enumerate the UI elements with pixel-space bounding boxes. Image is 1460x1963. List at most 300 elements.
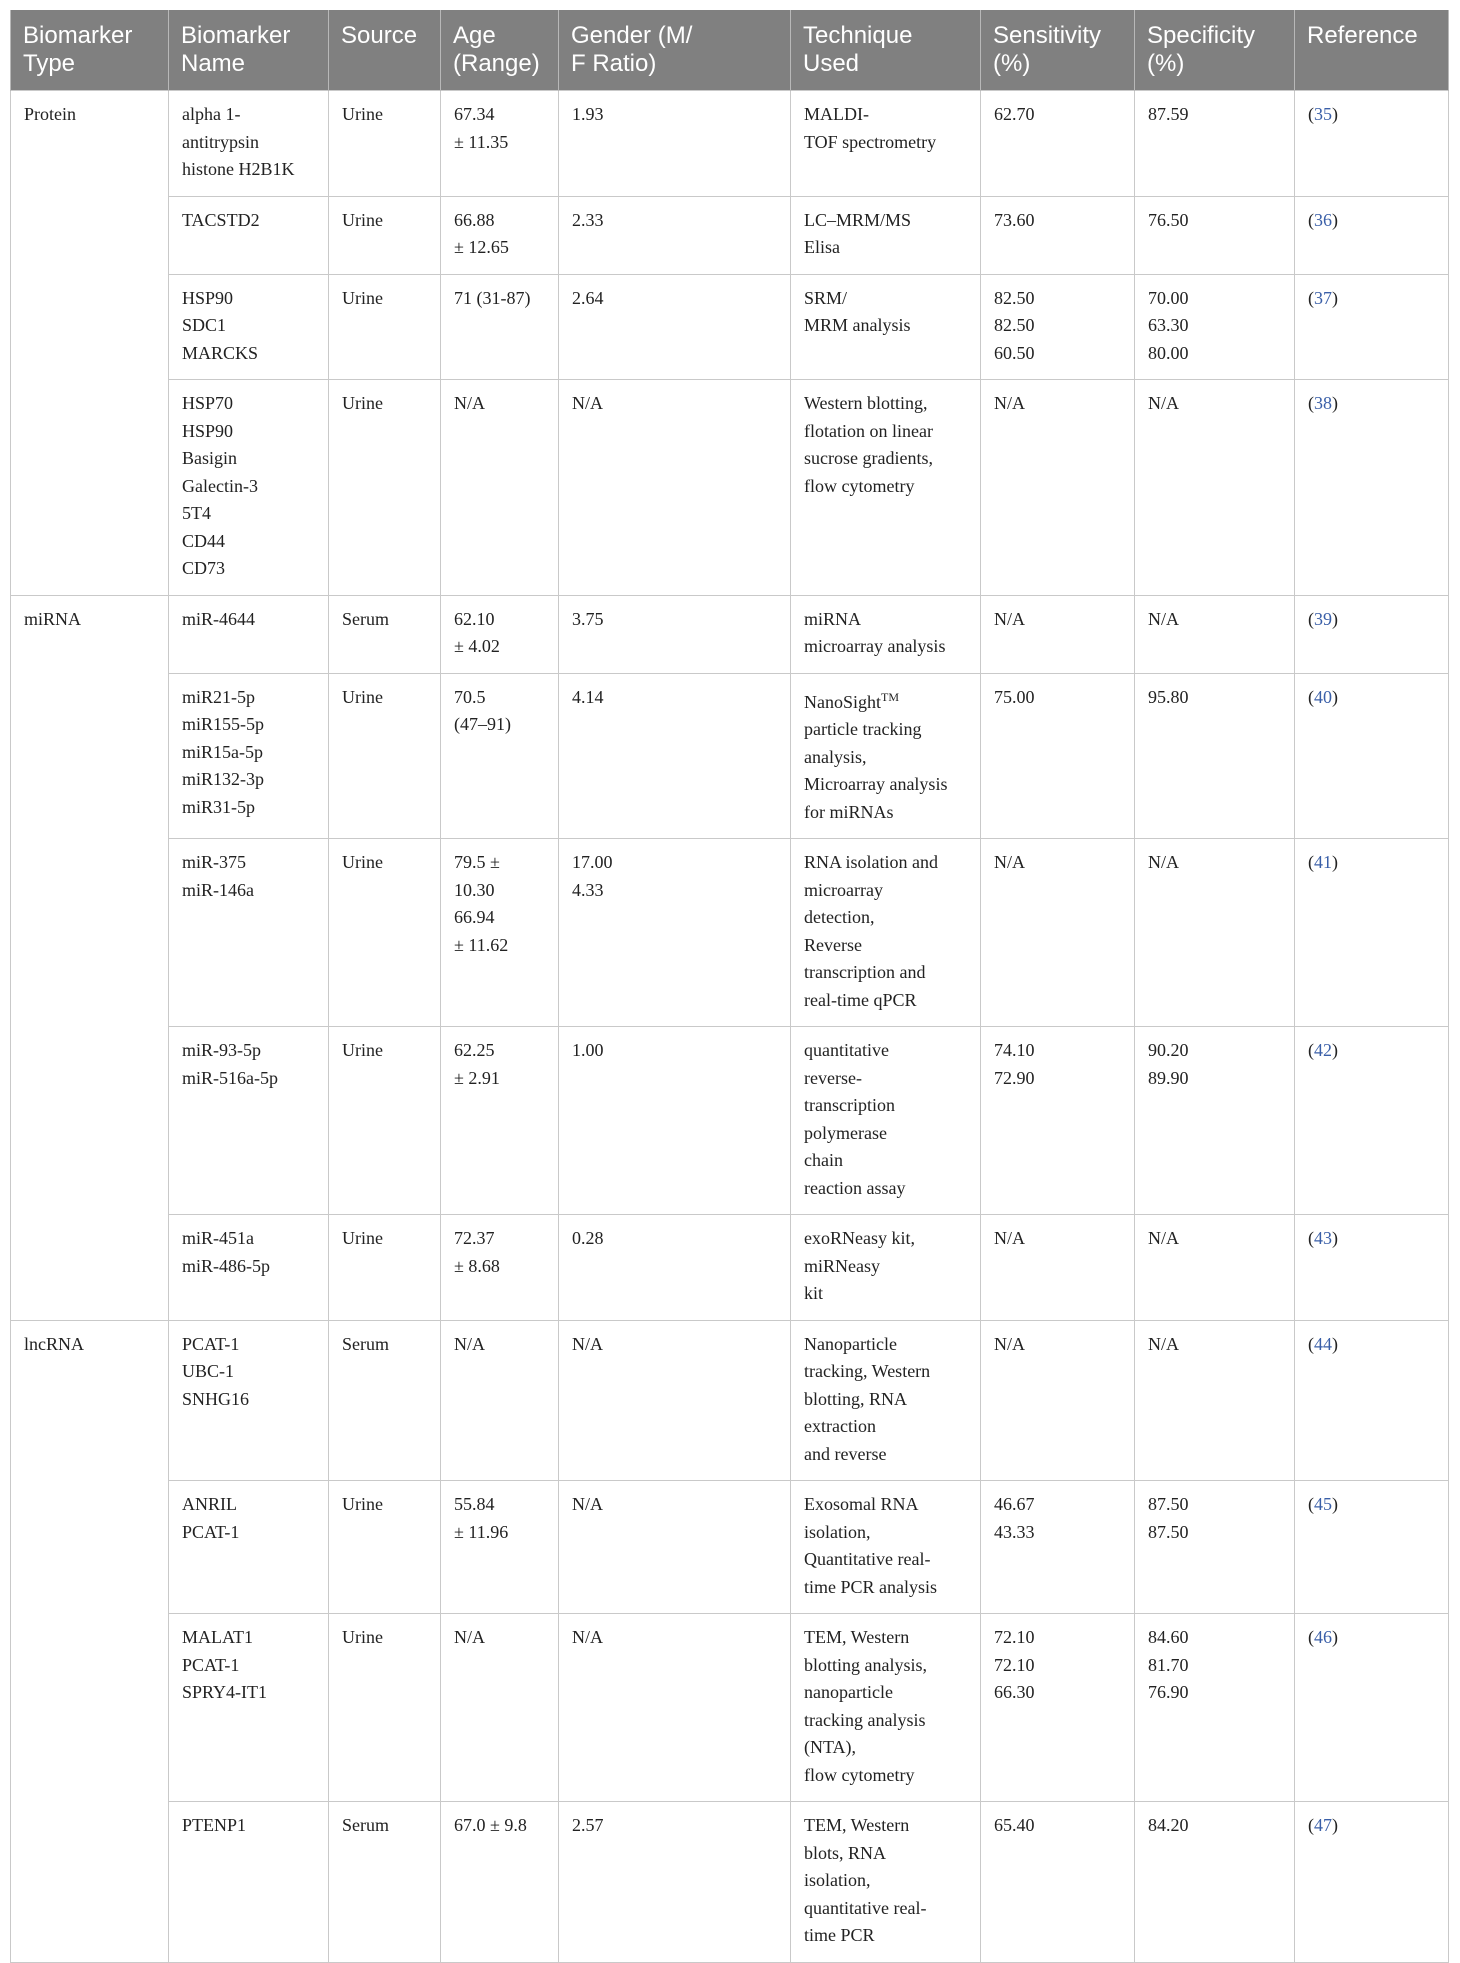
biomarker-name-cell-line: miR21-5p xyxy=(182,686,256,707)
sensitivity-cell xyxy=(981,380,1135,596)
technique-cell-line: Reverse xyxy=(804,934,862,955)
specificity-cell-line: 87.50 xyxy=(1148,1521,1189,1542)
specificity-cell-line: N/A xyxy=(1148,1333,1179,1354)
sensitivity-cell-line: 66.30 xyxy=(994,1682,1035,1702)
technique-cell-line: extraction xyxy=(804,1416,876,1436)
biomarker-name-cell-line: miR-451a xyxy=(182,1228,254,1248)
table-row xyxy=(11,595,1449,673)
gender-ratio-cell xyxy=(559,196,791,274)
technique-cell-line: transcription xyxy=(804,1095,895,1115)
table-body xyxy=(11,91,1449,1963)
sensitivity-cell xyxy=(981,839,1135,1027)
specificity-cell xyxy=(1135,1215,1295,1321)
biomarker-name-cell xyxy=(169,1481,329,1614)
sensitivity-cell xyxy=(981,196,1135,274)
age-cell xyxy=(441,380,559,596)
specificity-cell-line: 87.59 xyxy=(1148,104,1189,124)
gender-ratio-cell-line: 4.33 xyxy=(572,879,604,900)
specificity-cell xyxy=(1135,274,1295,380)
technique-cell-line: quantitative xyxy=(804,1040,889,1060)
biomarker-name-cell xyxy=(169,380,329,596)
reference-cell: (42) xyxy=(1295,1027,1449,1215)
sensitivity-cell-line: 60.50 xyxy=(994,342,1035,363)
biomarker-name-cell-line: miR-486-5p xyxy=(182,1255,270,1276)
biomarker-name-cell xyxy=(169,91,329,197)
biomarker-name-cell-line: HSP70 xyxy=(182,393,234,413)
table-container xyxy=(10,10,1448,1963)
reference-cell: (46) xyxy=(1295,1614,1449,1802)
reference-link[interactable]: 36 xyxy=(1314,209,1332,230)
technique-cell-line: flotation on linear xyxy=(804,420,933,441)
age-cell-line: ± 11.96 xyxy=(454,1521,509,1542)
age-cell xyxy=(441,595,559,673)
sensitivity-cell xyxy=(981,1614,1135,1802)
age-cell xyxy=(441,1027,559,1215)
reference-link[interactable]: 42 xyxy=(1314,1040,1332,1060)
biomarker-name-cell xyxy=(169,1027,329,1215)
reference-link[interactable]: 46 xyxy=(1314,1627,1332,1647)
age-cell xyxy=(441,274,559,380)
header-source xyxy=(329,10,441,91)
specificity-cell-line: 81.70 xyxy=(1148,1654,1189,1675)
biomarker-name-cell-line: HSP90 xyxy=(182,420,234,441)
biomarker-name-cell-line: Galectin-3 xyxy=(182,475,258,496)
header-gender xyxy=(559,10,791,91)
gender-ratio-cell-line: N/A xyxy=(572,1494,603,1514)
age-cell xyxy=(441,839,559,1027)
header-text-line: Gender (M/ xyxy=(571,22,693,49)
technique-cell-line: MRM analysis xyxy=(804,315,911,335)
sensitivity-cell xyxy=(981,673,1135,839)
source-cell: Urine xyxy=(329,1215,441,1321)
header-sensitivity xyxy=(981,10,1135,91)
technique-cell-line: transcription and xyxy=(804,962,926,982)
specificity-cell xyxy=(1135,839,1295,1027)
sensitivity-cell xyxy=(981,274,1135,380)
biomarker-name-cell-line: miR31-5p xyxy=(182,796,256,817)
biomarker-name-cell-line: alpha 1- xyxy=(182,104,241,124)
age-cell-line: 79.5 ± xyxy=(454,852,500,872)
header-text-line: Biomarker xyxy=(23,22,133,49)
biomarker-type-cell: lncRNA xyxy=(11,1320,169,1962)
biomarker-name-cell-line: histone H2B1K xyxy=(182,159,295,179)
biomarker-name-cell-line: UBC-1 xyxy=(182,1361,235,1381)
technique-cell-line: NanoSight™ xyxy=(804,689,900,712)
specificity-cell-line: 84.60 xyxy=(1148,1627,1189,1647)
biomarker-name-cell-line: SPRY4-IT1 xyxy=(182,1682,268,1702)
specificity-cell-line: 90.20 xyxy=(1148,1040,1189,1060)
biomarker-name-cell-line: TACSTD2 xyxy=(182,209,260,230)
sensitivity-cell-line: N/A xyxy=(994,1228,1025,1248)
sensitivity-cell-line: N/A xyxy=(994,608,1025,629)
sensitivity-cell xyxy=(981,1802,1135,1963)
technique-cell-line: detection, xyxy=(804,907,875,927)
technique-cell xyxy=(791,1215,981,1321)
specificity-cell-line: 76.90 xyxy=(1148,1682,1189,1702)
specificity-cell xyxy=(1135,1802,1295,1963)
age-cell-line: 62.25 xyxy=(454,1040,495,1060)
gender-ratio-cell xyxy=(559,91,791,197)
technique-cell-line: TEM, Western xyxy=(804,1627,910,1647)
biomarker-name-cell-line: miR-4644 xyxy=(182,608,256,629)
specificity-cell-line: 87.50 xyxy=(1148,1494,1189,1514)
age-cell-line: N/A xyxy=(454,1627,485,1647)
reference-cell: (43) xyxy=(1295,1215,1449,1321)
source-cell: Serum xyxy=(329,1320,441,1481)
gender-ratio-cell xyxy=(559,1481,791,1614)
header-text-line: Name xyxy=(181,50,246,77)
technique-cell xyxy=(791,1481,981,1614)
specificity-cell-line: 95.80 xyxy=(1148,686,1189,707)
table-row xyxy=(11,1802,1449,1963)
source-cell: Serum xyxy=(329,1802,441,1963)
technique-cell xyxy=(791,91,981,197)
header-biomarker-type xyxy=(11,10,169,91)
table-row xyxy=(11,1320,1449,1481)
biomarker-name-cell-line: antitrypsin xyxy=(182,131,259,152)
biomarker-name-cell-line: PCAT-1 xyxy=(182,1521,240,1542)
technique-cell-line: Nanoparticle xyxy=(804,1333,897,1354)
technique-cell-line: reverse- xyxy=(804,1067,862,1088)
specificity-cell-line: 89.90 xyxy=(1148,1067,1189,1088)
technique-cell xyxy=(791,1320,981,1481)
source-cell: Urine xyxy=(329,1481,441,1614)
source-cell: Urine xyxy=(329,1027,441,1215)
reference-cell: (37) xyxy=(1295,274,1449,380)
biomarker-name-cell-line: miR-516a-5p xyxy=(182,1067,278,1088)
sensitivity-cell xyxy=(981,1481,1135,1614)
table-row xyxy=(11,673,1449,839)
biomarker-name-cell xyxy=(169,839,329,1027)
gender-ratio-cell-line: 0.28 xyxy=(572,1228,604,1248)
sensitivity-cell-line: N/A xyxy=(994,852,1025,872)
technique-cell-line: nanoparticle xyxy=(804,1682,893,1702)
biomarker-name-cell-line: MARCKS xyxy=(182,342,259,363)
sensitivity-cell xyxy=(981,595,1135,673)
reference-link[interactable]: 37 xyxy=(1314,287,1332,308)
age-cell xyxy=(441,1802,559,1963)
technique-cell-line: tracking analysis xyxy=(804,1709,926,1730)
header-technique xyxy=(791,10,981,91)
biomarker-name-cell-line: miR132-3p xyxy=(182,769,265,789)
technique-cell xyxy=(791,673,981,839)
specificity-cell xyxy=(1135,196,1295,274)
specificity-cell-line: N/A xyxy=(1148,393,1179,413)
technique-cell-line: LC–MRM/MS xyxy=(804,209,912,230)
technique-cell-line: microarray analysis xyxy=(804,636,946,656)
biomarker-name-cell xyxy=(169,595,329,673)
age-cell-line: 66.94 xyxy=(454,907,495,927)
sensitivity-cell-line: 75.00 xyxy=(994,686,1035,707)
gender-ratio-cell-line: N/A xyxy=(572,1627,603,1647)
biomarker-name-cell xyxy=(169,1320,329,1481)
reference-link[interactable]: 39 xyxy=(1314,608,1332,629)
sensitivity-cell-line: 43.33 xyxy=(994,1521,1035,1542)
header-text-line: Reference xyxy=(1307,22,1418,49)
age-cell-line: ± 4.02 xyxy=(454,636,500,656)
technique-cell-line: chain xyxy=(804,1150,843,1170)
age-cell-line: 67.0 ± 9.8 xyxy=(454,1815,527,1835)
age-cell-line: ± 11.62 xyxy=(454,934,509,955)
age-cell-line: N/A xyxy=(454,393,485,413)
specificity-cell xyxy=(1135,595,1295,673)
header-text-line: F Ratio) xyxy=(571,50,657,77)
source-cell: Urine xyxy=(329,839,441,1027)
technique-cell-line: isolation, xyxy=(804,1870,871,1890)
gender-ratio-cell xyxy=(559,1320,791,1481)
age-cell-line: 71 (31-87) xyxy=(454,287,531,308)
sensitivity-cell-line: 82.50 xyxy=(994,287,1035,308)
biomarker-name-cell xyxy=(169,274,329,380)
sensitivity-cell-line: 46.67 xyxy=(994,1494,1035,1514)
technique-cell xyxy=(791,1614,981,1802)
reference-cell: (40) xyxy=(1295,673,1449,839)
biomarker-name-cell-line: miR15a-5p xyxy=(182,741,263,762)
gender-ratio-cell xyxy=(559,380,791,596)
biomarker-name-cell-line: PCAT-1 xyxy=(182,1333,240,1354)
biomarker-name-cell xyxy=(169,196,329,274)
age-cell-line: ± 11.35 xyxy=(454,131,509,152)
specificity-cell-line: 80.00 xyxy=(1148,342,1189,363)
technique-cell-line: kit xyxy=(804,1283,824,1303)
table-row xyxy=(11,196,1449,274)
technique-cell-line: TEM, Western xyxy=(804,1815,910,1835)
specificity-cell-line: 84.20 xyxy=(1148,1815,1189,1835)
header-text-line: (%) xyxy=(1147,50,1185,77)
technique-cell-line: and reverse xyxy=(804,1443,887,1464)
reference-link[interactable]: 43 xyxy=(1314,1228,1332,1248)
specificity-cell xyxy=(1135,380,1295,596)
biomarker-name-cell xyxy=(169,673,329,839)
header-reference xyxy=(1295,10,1449,91)
reference-cell: (45) xyxy=(1295,1481,1449,1614)
gender-ratio-cell xyxy=(559,673,791,839)
technique-cell-line: real-time qPCR xyxy=(804,989,917,1010)
header-text-line: Used xyxy=(803,50,860,77)
table-row xyxy=(11,91,1449,197)
biomarker-name-cell-line: miR-375 xyxy=(182,852,247,872)
specificity-cell-line: N/A xyxy=(1148,608,1179,629)
biomarker-name-cell xyxy=(169,1614,329,1802)
sensitivity-cell xyxy=(981,1320,1135,1481)
table-row xyxy=(11,274,1449,380)
header-text-line: Type xyxy=(23,50,76,77)
specificity-cell xyxy=(1135,1320,1295,1481)
biomarker-type-cell: Protein xyxy=(11,91,169,596)
header-age xyxy=(441,10,559,91)
sensitivity-cell-line: 73.60 xyxy=(994,209,1035,230)
age-cell-line: (47–91) xyxy=(454,714,511,734)
table-row xyxy=(11,1027,1449,1215)
table-row xyxy=(11,1481,1449,1614)
specificity-cell-line: N/A xyxy=(1148,852,1179,872)
sensitivity-cell-line: 72.10 xyxy=(994,1654,1035,1675)
technique-cell xyxy=(791,839,981,1027)
technique-cell-line: sucrose gradients, xyxy=(804,448,933,468)
biomarker-name-cell-line: Basigin xyxy=(182,448,238,468)
header-text-line: Technique xyxy=(803,22,913,49)
age-cell-line: N/A xyxy=(454,1333,485,1354)
sensitivity-cell xyxy=(981,91,1135,197)
technique-cell xyxy=(791,1802,981,1963)
reference-cell: (47) xyxy=(1295,1802,1449,1963)
sensitivity-cell-line: 65.40 xyxy=(994,1815,1035,1835)
gender-ratio-cell xyxy=(559,1802,791,1963)
sensitivity-cell-line: N/A xyxy=(994,1333,1025,1354)
source-cell: Urine xyxy=(329,91,441,197)
header-text-line: Age xyxy=(453,22,496,49)
gender-ratio-cell-line: N/A xyxy=(572,393,603,413)
age-cell xyxy=(441,1215,559,1321)
header-text-line: (%) xyxy=(993,50,1031,77)
reference-link[interactable]: 44 xyxy=(1314,1333,1332,1354)
source-cell: Serum xyxy=(329,595,441,673)
age-cell-line: ± 2.91 xyxy=(454,1067,500,1088)
technique-cell-line: Elisa xyxy=(804,237,840,257)
gender-ratio-cell-line: 1.00 xyxy=(572,1040,604,1060)
gender-ratio-cell-line: N/A xyxy=(572,1333,603,1354)
sensitivity-cell-line: 74.10 xyxy=(994,1040,1035,1060)
technique-cell-line: Exosomal RNA xyxy=(804,1494,919,1514)
source-cell: Urine xyxy=(329,673,441,839)
reference-link[interactable]: 41 xyxy=(1314,852,1332,872)
sensitivity-cell-line: 72.90 xyxy=(994,1067,1035,1088)
technique-cell xyxy=(791,595,981,673)
table-row xyxy=(11,1215,1449,1321)
technique-cell xyxy=(791,274,981,380)
age-cell xyxy=(441,673,559,839)
sensitivity-cell-line: N/A xyxy=(994,393,1025,413)
gender-ratio-cell xyxy=(559,595,791,673)
gender-ratio-cell-line: 3.75 xyxy=(572,608,604,629)
age-cell xyxy=(441,1614,559,1802)
technique-cell-line: time PCR analysis xyxy=(804,1576,938,1597)
sensitivity-cell-line: 72.10 xyxy=(994,1627,1035,1647)
header-text-line: Sensitivity xyxy=(993,22,1102,49)
age-cell-line: 62.10 xyxy=(454,608,495,629)
source-cell: Urine xyxy=(329,196,441,274)
biomarker-name-cell-line: CD73 xyxy=(182,558,226,578)
age-cell-line: 10.30 xyxy=(454,879,495,900)
technique-cell-line: tracking, Western xyxy=(804,1361,931,1381)
biomarker-name-cell-line: MALAT1 xyxy=(182,1627,253,1647)
technique-cell-line: TOF spectrometry xyxy=(804,131,937,152)
specificity-cell xyxy=(1135,91,1295,197)
technique-cell xyxy=(791,380,981,596)
technique-cell-line: Quantitative real- xyxy=(804,1549,931,1569)
biomarker-name-cell-line: miR-93-5p xyxy=(182,1040,261,1060)
biomarker-name-cell-line: miR-146a xyxy=(182,879,254,900)
specificity-cell-line: N/A xyxy=(1148,1228,1179,1248)
table-row xyxy=(11,1614,1449,1802)
source-cell: Urine xyxy=(329,274,441,380)
biomarker-name-cell-line: PTENP1 xyxy=(182,1815,247,1835)
reference-cell: (44) xyxy=(1295,1320,1449,1481)
gender-ratio-cell-line: 17.00 xyxy=(572,852,613,872)
technique-cell-line: reaction assay xyxy=(804,1177,906,1198)
age-cell-line: 55.84 xyxy=(454,1494,495,1514)
table-header xyxy=(11,10,1449,91)
technique-cell-line: Western blotting, xyxy=(804,393,928,413)
biomarker-name-cell-line: HSP90 xyxy=(182,287,234,308)
biomarker-name-cell xyxy=(169,1215,329,1321)
technique-cell-line: miRNeasy xyxy=(804,1255,880,1276)
gender-ratio-cell xyxy=(559,1027,791,1215)
header-text-line: (Range) xyxy=(453,50,540,77)
header-text-line: Specificity xyxy=(1147,22,1256,49)
biomarker-name-cell-line: 5T4 xyxy=(182,503,211,523)
reference-link[interactable]: 35 xyxy=(1314,104,1332,124)
technique-cell-line: particle tracking xyxy=(804,719,922,739)
sensitivity-cell-line: 62.70 xyxy=(994,104,1035,124)
biomarker-type-cell: miRNA xyxy=(11,595,169,1320)
age-cell-line: 67.34 xyxy=(454,104,495,124)
header-text-line: Biomarker xyxy=(181,22,291,49)
gender-ratio-cell-line: 1.93 xyxy=(572,104,604,124)
sensitivity-cell xyxy=(981,1027,1135,1215)
biomarker-name-cell-line: CD44 xyxy=(182,530,226,551)
reference-cell: (36) xyxy=(1295,196,1449,274)
technique-cell-line: microarray xyxy=(804,879,883,900)
technique-cell-line: blotting, RNA xyxy=(804,1388,908,1409)
technique-cell-line: quantitative real- xyxy=(804,1897,927,1918)
age-cell-line: 72.37 xyxy=(454,1228,495,1248)
reference-cell: (38) xyxy=(1295,380,1449,596)
gender-ratio-cell xyxy=(559,1614,791,1802)
technique-cell-line: isolation, xyxy=(804,1521,871,1542)
technique-cell-line: exoRNeasy kit, xyxy=(804,1228,915,1248)
age-cell xyxy=(441,91,559,197)
reference-link[interactable]: 38 xyxy=(1314,393,1332,413)
gender-ratio-cell-line: 2.33 xyxy=(572,209,604,230)
age-cell-line: 70.5 xyxy=(454,686,486,707)
source-cell: Urine xyxy=(329,380,441,596)
technique-cell-line: for miRNAs xyxy=(804,801,894,822)
reference-cell: (35) xyxy=(1295,91,1449,197)
age-cell-line: ± 12.65 xyxy=(454,237,509,257)
gender-ratio-cell-line: 2.57 xyxy=(572,1815,604,1835)
technique-cell-line: polymerase xyxy=(804,1122,887,1143)
table-row xyxy=(11,839,1449,1027)
technique-cell-line: analysis, xyxy=(804,746,867,767)
gender-ratio-cell-line: 4.14 xyxy=(572,686,604,707)
reference-cell: (39) xyxy=(1295,595,1449,673)
reference-link[interactable]: 45 xyxy=(1314,1494,1332,1514)
technique-cell-line: miRNA xyxy=(804,608,862,629)
specificity-cell xyxy=(1135,1481,1295,1614)
technique-cell-line: time PCR xyxy=(804,1925,875,1945)
biomarker-name-cell-line: SDC1 xyxy=(182,315,227,335)
specificity-cell xyxy=(1135,1027,1295,1215)
technique-cell-line: flow cytometry xyxy=(804,475,915,496)
technique-cell-line: (NTA), xyxy=(804,1737,857,1757)
technique-cell-line: flow cytometry xyxy=(804,1764,915,1785)
age-cell xyxy=(441,1320,559,1481)
source-cell: Urine xyxy=(329,1614,441,1802)
specificity-cell-line: 70.00 xyxy=(1148,287,1189,308)
specificity-cell-line: 63.30 xyxy=(1148,315,1189,335)
biomarker-name-cell-line: SNHG16 xyxy=(182,1388,250,1409)
header-row xyxy=(11,10,1449,91)
header-biomarker-name xyxy=(169,10,329,91)
reference-link[interactable]: 47 xyxy=(1314,1815,1332,1835)
technique-cell-line: RNA isolation and xyxy=(804,852,938,872)
reference-link[interactable]: 40 xyxy=(1314,686,1332,707)
biomarker-name-cell-line: miR155-5p xyxy=(182,714,265,734)
gender-ratio-cell xyxy=(559,839,791,1027)
biomarker-table xyxy=(10,10,1449,1963)
age-cell-line: 66.88 xyxy=(454,209,495,230)
